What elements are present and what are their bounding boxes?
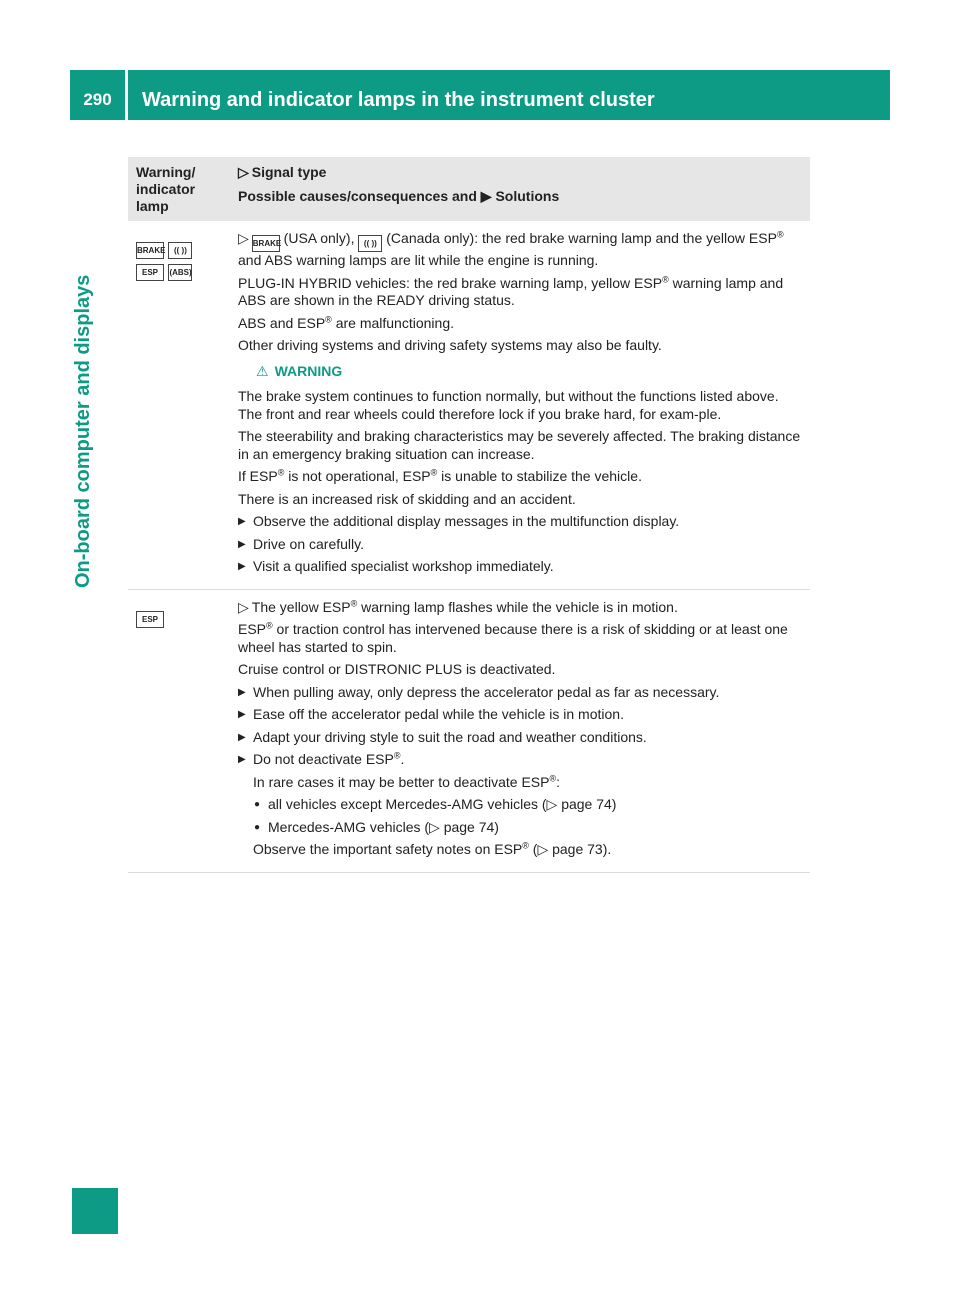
text: ABS and ESP [238,314,326,331]
paragraph [238,315,804,333]
brake-inline-icon: BRAKE [252,235,280,252]
signal-icon: ▷ [238,164,249,180]
page-header [70,70,890,120]
text: are malfunctioning. [331,314,454,331]
text: (USA only), [283,230,355,246]
solution-step: ▶ Drive on carefully. [238,536,804,554]
registered-mark: ® [350,597,358,608]
solution-arrow-icon: ▶ [480,188,492,204]
bullet-item: ● all vehicles except Mercedes-AMG vehicles (▷ page 74) [238,796,804,814]
paragraph: Cruise control or DISTRONIC PLUS is deactivated. [238,661,556,677]
signal-icon: ▷ [238,230,249,246]
text: or traction control has intervened because there is a risk of skidding or at least one wheel has started to spin. [238,621,788,655]
registered-mark: ® [776,229,784,240]
registered-mark: ® [430,467,438,478]
registered-mark: ® [393,750,401,761]
esp-warning-icon: ESP [136,264,164,281]
warning-heading [238,363,804,381]
warning-label: WARNING [274,362,343,379]
lamp-icons [136,237,216,281]
text: (Canada only): the red brake warning lamp and the yellow ESP [386,230,777,246]
signal-icon: ▷ [238,598,249,615]
warning-lamp-table [128,157,810,873]
text: . [400,751,405,767]
text: is not operational, ESP [284,468,431,484]
solution-step [238,751,804,769]
registered-mark: ® [325,313,332,324]
paragraph [238,774,804,792]
text: ESP [238,621,267,637]
paragraph: The steerability and braking characteristics may be severely affected. The braking distance in an emergency braking situation can increase. [238,428,801,462]
text: Do not deactivate ESP [253,751,394,767]
paragraph [238,841,804,859]
paragraph: There is an increased risk of skidding and an accident. [238,490,576,507]
warning-triangle-icon: ⚠ [256,362,269,379]
table-row [128,221,810,590]
abs-warning-icon: (( )) [168,242,192,259]
text: PLUG-IN HYBRID vehicles: the red brake warning lamp, yellow ESP [238,274,663,291]
registered-mark: ® [662,273,669,284]
text: and ABS warning lamps are lit while the engine is running. [238,252,599,268]
side-section-text: On-board computer and displays [72,274,94,588]
solution-step: ▶ Adapt your driving style to suit the road and weather conditions. [238,729,804,747]
abs-lamp-icon: (ABS) [168,264,192,281]
solution-step: ▶ Ease off the accelerator pedal while the vehicle is in motion. [238,706,804,724]
lamp-icons [136,606,216,628]
text: (▷ page 73). [528,841,612,857]
text: warning lamp flashes while the vehicle is in motion. [357,598,678,615]
page-title: Warning and indicator lamps in the instrument cluster [142,89,655,111]
paragraph [238,468,804,486]
paragraph: The brake system continues to function normally, but without the functions listed above. The front and rear wheels could therefore lock if you brake hard, for exam-ple. [238,388,779,422]
bullet-item: ● Mercedes-AMG vehicles (▷ page 74) [238,819,804,837]
text: The yellow ESP [251,598,351,615]
row-content [238,590,810,872]
esp-warning-icon: ESP [136,611,164,628]
header-col-signal [238,163,559,211]
table-row [128,590,810,873]
solution-step: ▶ Observe the additional display messages in the multifunction display. [238,513,804,531]
header-causes: Possible causes/consequences and [238,188,477,204]
side-tab-marker [72,1188,118,1234]
paragraph [238,599,804,617]
page-number: 290 [83,90,112,109]
text: is unable to stabilize the vehicle. [437,468,642,484]
text: Observe the important safety notes on ESP [253,841,523,857]
solution-step: ▶ Visit a qualified specialist workshop immediately. [238,558,804,576]
text: : [556,773,561,790]
registered-mark: ® [549,772,557,783]
solution-step: ▶ When pulling away, only depress the accelerator pedal as far as necessary. [238,684,804,702]
paragraph [238,621,804,656]
registered-mark: ® [522,840,529,851]
registered-mark: ® [266,620,273,631]
text: warning lamp and ABS are shown in the READY driving status. [238,274,784,308]
brake-warning-icon: BRAKE [136,242,164,259]
header-col-lamp: Warning/ indicator lamp [136,164,196,214]
paragraph: Other driving systems and driving safety systems may also be faulty. [238,337,662,353]
header-signal-type: Signal type [251,164,327,180]
abs-inline-icon: (( )) [358,235,382,252]
row-content [238,221,810,589]
header-divider [125,70,128,120]
paragraph [238,275,804,310]
header-solutions: Solutions [495,188,560,204]
text: If ESP [238,468,278,484]
text: In rare cases it may be better to deactivate ESP [253,773,550,790]
registered-mark: ® [277,467,285,478]
table-header [128,157,810,221]
paragraph [238,230,804,270]
